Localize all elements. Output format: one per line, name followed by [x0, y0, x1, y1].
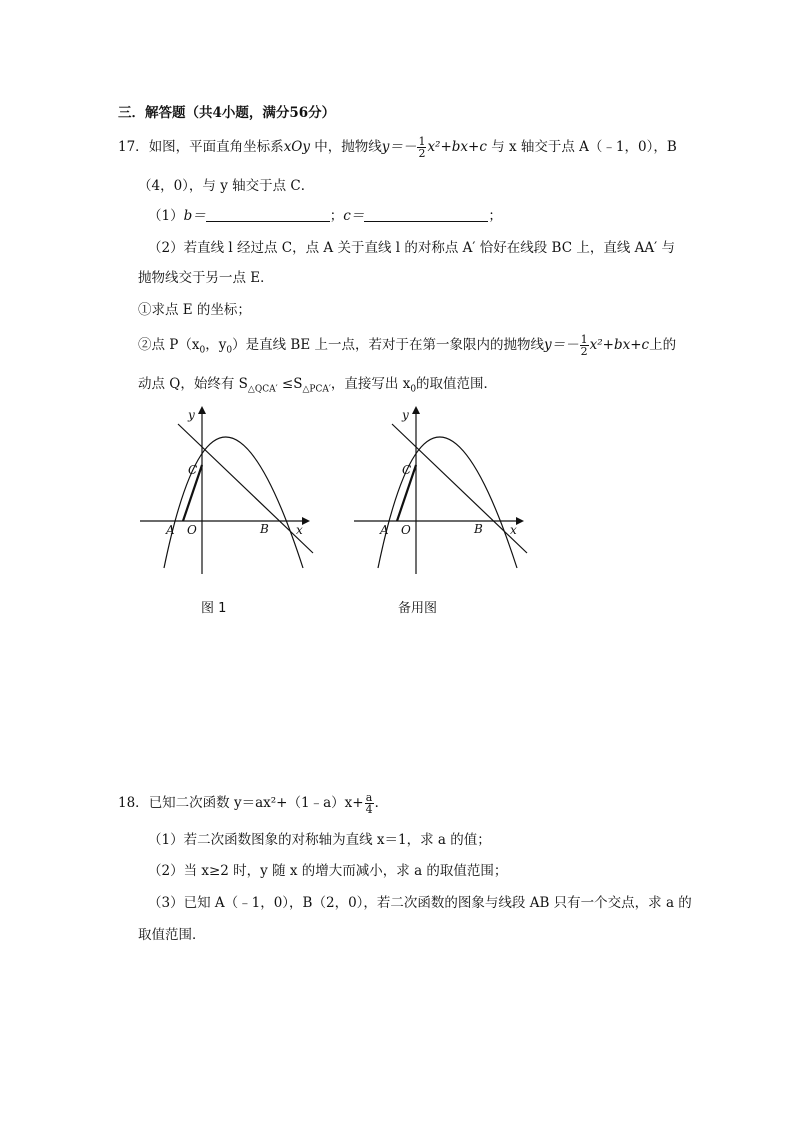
x-axis-arrow-icon: [516, 517, 524, 525]
sub3-b: △QCA′: [247, 384, 278, 395]
q18-frac-den: 4: [365, 803, 373, 816]
figure-1-graph: [130, 402, 330, 577]
line-bc: [178, 424, 313, 553]
q17-sub2: [138, 334, 676, 361]
q18-part3-line1: （3）已知 A（﹣1，0），B（2，0），若二次函数的图象与线段 AB 只有一个交点，求 a 的: [148, 895, 692, 911]
part1-end: ；: [488, 208, 502, 224]
figure-1-caption: 图 1: [201, 601, 227, 616]
part1-b-label: b＝: [183, 208, 206, 224]
section-title: 三．解答题（共4小题，满分56分）: [118, 105, 336, 121]
part1-c-label: c＝: [343, 208, 365, 224]
figure-2-caption: 备用图: [398, 601, 438, 616]
label-a: A: [380, 523, 389, 537]
label-b: B: [474, 522, 483, 536]
q18-number: 18．: [118, 795, 149, 811]
q17-sub1: ①求点 E 的坐标；: [138, 302, 251, 318]
figure-2-graph: [344, 402, 544, 577]
label-x: x: [296, 523, 303, 537]
sub2-frac-num: 1: [580, 333, 588, 346]
q17-part2-line2: 抛物线交于另一点 E．: [138, 270, 274, 286]
sub3-f: 0: [410, 384, 417, 395]
answer-blank-b[interactable]: [206, 207, 330, 222]
q17-poly: x²+bx+c: [427, 139, 487, 155]
q17-line1: [118, 136, 677, 159]
frac-num: 1: [418, 135, 426, 148]
y-axis-arrow-icon: [412, 406, 420, 414]
q17-yeq: y＝－: [381, 139, 417, 155]
q18-frac-num: a: [365, 791, 373, 804]
sub2-e: ）是直线 BE 上一点，若对于在第一象限内的抛物线: [232, 337, 544, 353]
sub2-a: ②点 P（x: [138, 337, 200, 353]
x-axis-arrow-icon: [302, 517, 310, 525]
part1-label: （1）: [148, 208, 184, 224]
q18-intro-a: 已知二次函数 y＝ax²+（1﹣a）x+: [148, 795, 364, 811]
label-y: y: [402, 408, 409, 422]
sub2-f: 上的: [649, 337, 677, 353]
part1-sep: ；: [329, 208, 344, 224]
label-y: y: [188, 408, 195, 422]
q17-text-a: 如图，平面直角坐标系: [148, 139, 284, 155]
sub2-c: ，y: [205, 337, 227, 353]
q18-part2: （2）当 x≥2 时，y 随 x 的增大而减小，求 a 的取值范围；: [148, 863, 508, 879]
y-axis-arrow-icon: [198, 406, 206, 414]
sub2-fraction: [580, 334, 589, 357]
q18-fraction: [365, 792, 374, 815]
label-b: B: [260, 522, 269, 536]
sub3-e: ，直接写出 x: [330, 376, 411, 392]
q17-text-c: 与 x 轴交于点 A（﹣1，0），B: [486, 139, 677, 155]
parabola-curve: [378, 437, 517, 568]
q17-line2: （4，0），与 y 轴交于点 C．: [138, 178, 315, 194]
q17-text-b: 中，抛物线: [310, 139, 382, 155]
sub2-poly: x²+bx+c: [589, 337, 650, 353]
sub2-yeq: y＝－: [543, 337, 579, 353]
q17-sub3: [138, 374, 497, 400]
q18-part3-line2: 取值范围．: [138, 927, 206, 943]
q17-part2-line1: （2）若直线 l 经过点 C，点 A 关于直线 l 的对称点 A′ 恰好在线段 BC 上，直线 AA′ 与: [148, 240, 675, 256]
q17-fraction: [417, 136, 426, 159]
label-o: O: [401, 523, 411, 537]
label-a: A: [166, 523, 175, 537]
q18-intro: [118, 792, 388, 815]
parabola-curve: [164, 437, 303, 568]
q18-intro-end: ．: [374, 795, 389, 811]
label-c: C: [402, 463, 412, 477]
label-o: O: [187, 523, 197, 537]
label-x: x: [510, 523, 517, 537]
q17-number: 17．: [118, 139, 149, 155]
answer-blank-c[interactable]: [364, 207, 488, 222]
q17-xoy: xOy: [283, 139, 310, 155]
sub2-d: 0: [226, 345, 233, 356]
sub2-b: 0: [199, 345, 206, 356]
sub3-c: ≤S: [277, 376, 303, 392]
frac-den: 2: [418, 147, 426, 160]
sub2-frac-den: 2: [580, 345, 588, 358]
sub3-a: 动点 Q，始终有 S: [138, 376, 248, 392]
q18-part1: （1）若二次函数图象的对称轴为直线 x＝1，求 a 的值；: [148, 832, 491, 848]
sub3-d: △PCA′: [302, 384, 331, 395]
q17-part1: [148, 206, 502, 226]
sub3-g: 的取值范围．: [416, 376, 498, 392]
line-bc: [392, 424, 527, 553]
label-c: C: [188, 463, 198, 477]
